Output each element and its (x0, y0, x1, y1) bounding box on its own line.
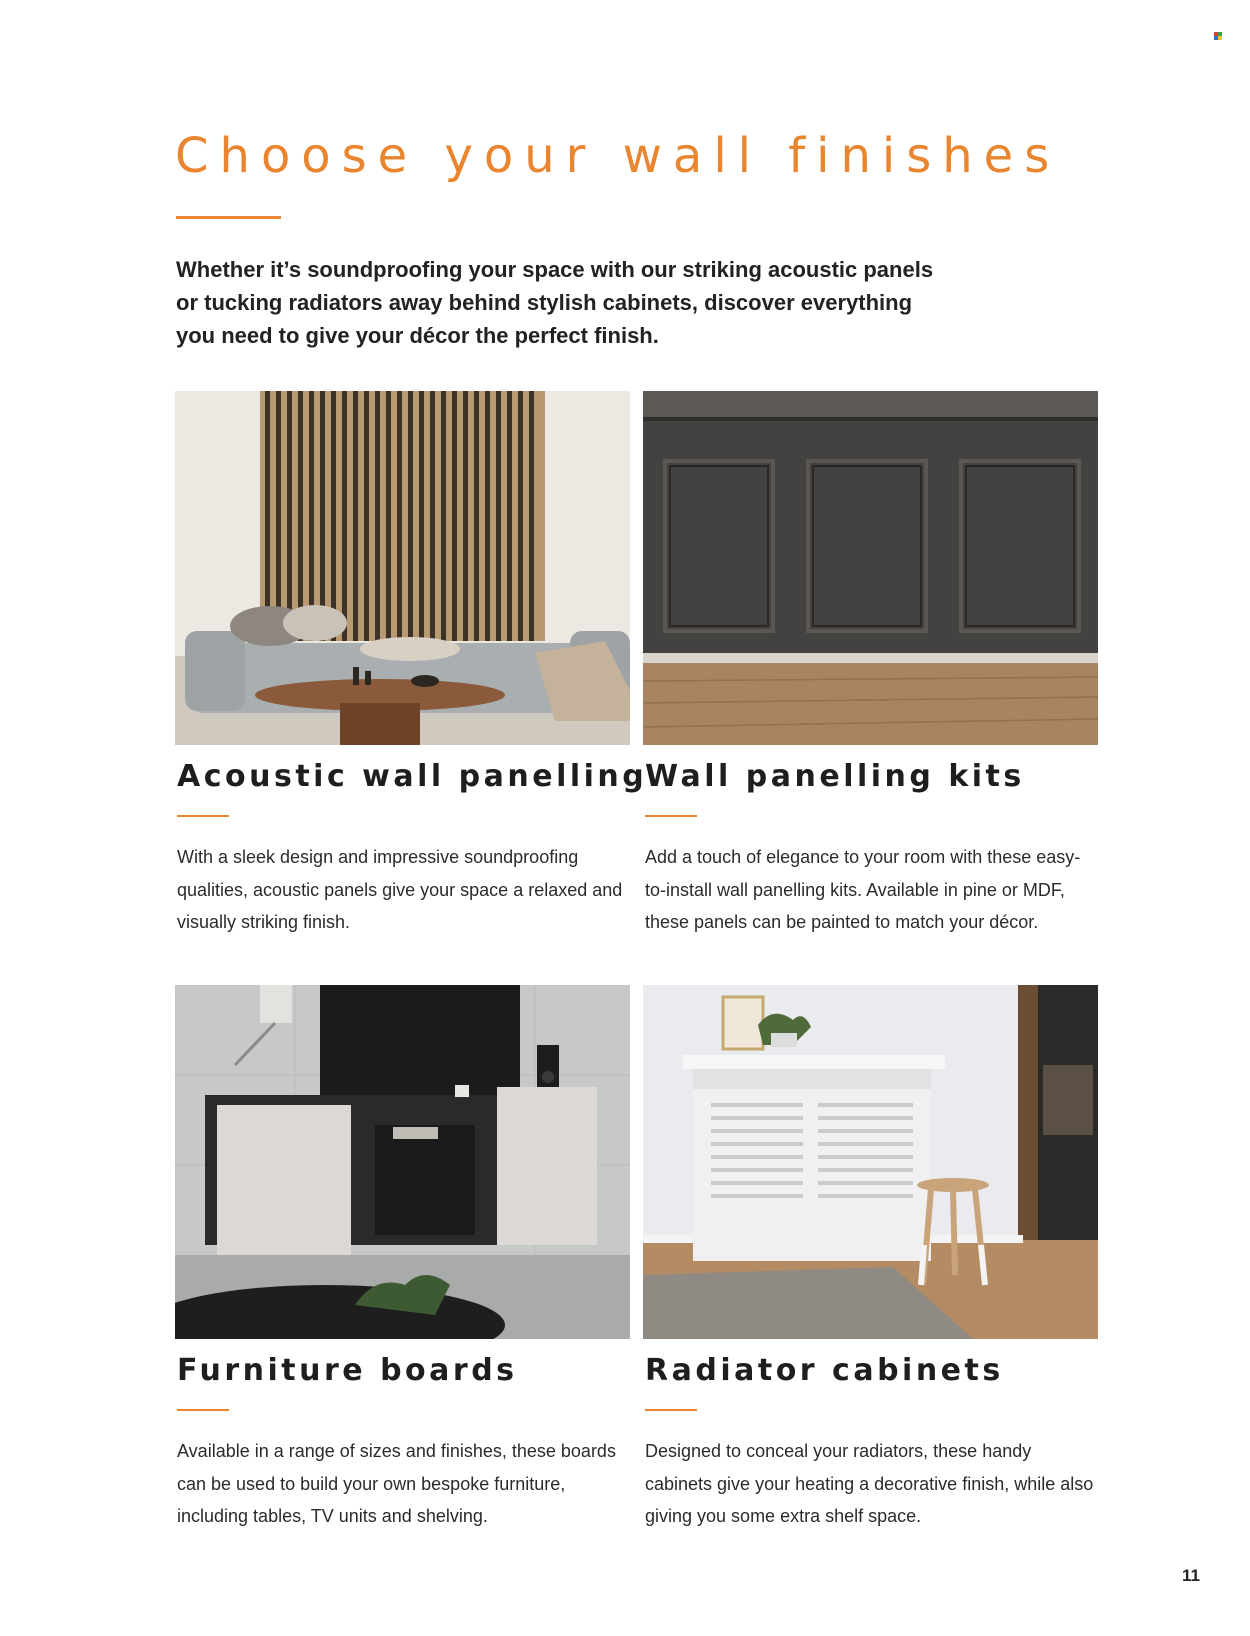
wall-panelling-photo (643, 391, 1098, 745)
product-title-underline (645, 1409, 697, 1411)
product-title: Radiator cabinets (645, 1353, 1004, 1388)
intro-paragraph: Whether it’s soundproofing your space with our striking acoustic panels or tucking radiators away behind stylish cabinets, discover everything you need to give your décor the perfect finish. (176, 257, 934, 348)
product-title: Furniture boards (177, 1353, 518, 1388)
brand-logo (1214, 32, 1222, 40)
product-title-underline (645, 815, 697, 817)
title-underline (176, 216, 281, 219)
product-title-underline (177, 815, 229, 817)
product-title: Acoustic wall panelling (177, 759, 648, 794)
furniture-boards-photo (175, 985, 630, 1339)
product-title-underline (177, 1409, 229, 1411)
radiator-cabinet-photo (643, 985, 1098, 1339)
product-description: Add a touch of elegance to your room with these easy-to-install wall panelling kits. Available in pine or MDF, these panels can be painted to match your décor. (645, 847, 1081, 932)
product-description: With a sleek design and impressive soundproofing qualities, acoustic panels give your space a relaxed and visually striking finish. (177, 847, 623, 932)
page-title: Choose your wall finishes (175, 128, 1061, 184)
page-number: 11 (1182, 1566, 1200, 1585)
product-description: Designed to conceal your radiators, these handy cabinets give your heating a decorative finish, while also giving you some extra shelf space. (645, 1441, 1094, 1526)
product-description: Available in a range of sizes and finishes, these boards can be used to build your own bespoke furniture, including tables, TV units and shelving. (177, 1441, 616, 1526)
product-title: Wall panelling kits (645, 759, 1025, 794)
acoustic-panel-photo (175, 391, 630, 745)
